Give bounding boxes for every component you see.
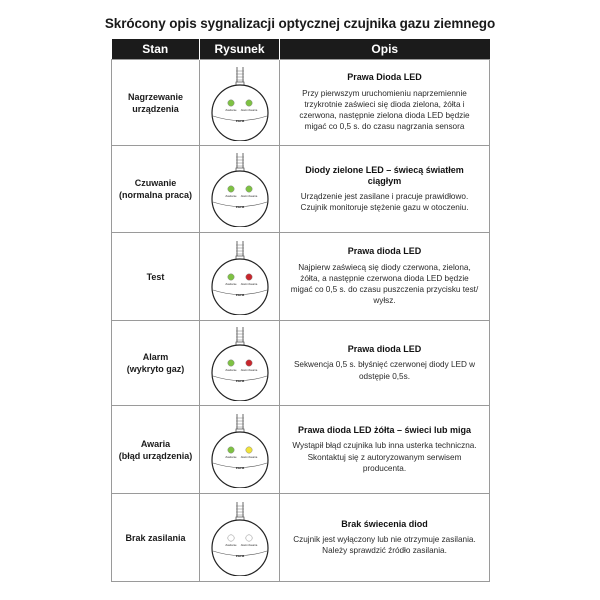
table-row <box>112 406 490 494</box>
sensor-body <box>212 171 268 227</box>
cell-rysunek <box>200 406 280 494</box>
cell-stan <box>112 321 200 406</box>
led-right-label: Alarm/Awaria <box>240 542 257 547</box>
sensor-body <box>212 259 268 315</box>
opis-body: Sekwencja 0,5 s. błyśnięć czerwonej diody LED w odstępie 0,5s. <box>293 360 476 381</box>
cell-opis <box>280 146 490 233</box>
cable <box>236 502 244 518</box>
led-left-label: Zasilanie <box>224 454 237 459</box>
table-row <box>112 146 490 233</box>
cell-opis <box>280 406 490 494</box>
sensor-body <box>212 520 268 576</box>
cell-opis <box>280 233 490 321</box>
sensor-drawing <box>209 500 271 576</box>
cell-stan <box>112 494 200 582</box>
header-stan: Stan <box>112 39 200 60</box>
table-row <box>112 494 490 582</box>
stan-label: (błąd urządzenia) <box>118 450 193 461</box>
led-right <box>245 273 251 279</box>
sensor-drawing <box>209 239 271 315</box>
led-left-label: Zasilanie <box>224 281 237 286</box>
table-header-row <box>112 39 490 60</box>
cable <box>236 241 244 257</box>
stan-label: Nagrzewanie <box>127 91 184 102</box>
sensor-body <box>212 432 268 488</box>
led-right <box>245 534 251 540</box>
sensor-drawing <box>209 412 271 488</box>
stan-label: Alarm <box>142 352 169 362</box>
brand-logo: eura <box>235 378 244 383</box>
cell-rysunek <box>200 494 280 582</box>
opis-body: Przy pierwszym uruchomieniu naprzemiennie trzykrotnie zaświeci się dioda zielona, żółta i czerwona, następnie zielona dioda LED będzie migać co 0,5 s. do czasu nagrzania sensora <box>299 88 470 132</box>
stan-label: Test <box>146 271 165 282</box>
led-right-label: Alarm/Awaria <box>240 454 257 459</box>
cable <box>236 67 244 83</box>
page-title: Skrócony opis sygnalizacji optycznej czujnika gazu ziemnego <box>104 16 496 31</box>
header-opis: Opis <box>280 39 490 60</box>
opis-heading: Prawa dioda LED <box>347 246 422 257</box>
led-left <box>227 99 233 105</box>
stan-label: urządzenia <box>132 103 179 114</box>
signal-table <box>111 39 490 582</box>
table-row <box>112 233 490 321</box>
led-left-label: Zasilanie <box>224 368 237 372</box>
led-left <box>227 186 233 192</box>
cable <box>236 414 244 430</box>
led-right-label: Alarm/Awaria <box>240 368 257 372</box>
led-right <box>245 186 251 192</box>
table-row <box>112 321 490 406</box>
opis-body: Najpierw zaświecą się diody czerwona, zielona, żółta, a następnie czerwona dioda LED będzie migać co 0,5 s. do czasu puszczenia przycisku test/ wyłsz. <box>290 262 479 306</box>
brand-logo: eura <box>235 552 244 558</box>
brand-logo: eura <box>235 464 244 470</box>
led-right-label: Alarm/Awaria <box>240 194 257 198</box>
sensor-drawing <box>209 65 271 141</box>
cell-opis <box>280 321 490 406</box>
brand-logo: eura <box>235 204 244 209</box>
cell-opis <box>280 60 490 146</box>
stan-label: (wykryto gaz) <box>126 364 185 374</box>
opis-body: Czujnik jest wyłączony lub nie otrzymuje zasilania. Należy sprawdzić źródło zasilania. <box>293 534 476 556</box>
cable <box>236 153 244 169</box>
led-right-label: Alarm/Awaria <box>240 107 257 112</box>
table-row <box>112 60 490 146</box>
led-left <box>227 360 233 366</box>
cell-opis <box>280 494 490 582</box>
sensor-body <box>212 85 268 141</box>
opis-heading: Prawa dioda LED żółta – świeci lub miga <box>297 425 472 436</box>
header-rysunek: Rysunek <box>200 39 280 60</box>
opis-heading: Diody zielone LED – świecą światłem ciągłym <box>305 164 464 186</box>
cable <box>236 327 244 343</box>
stan-label: Awaria <box>140 438 171 449</box>
led-left <box>227 273 233 279</box>
led-left-label: Zasilanie <box>224 542 237 547</box>
led-right <box>245 99 251 105</box>
stan-label: (normalna praca) <box>118 190 193 200</box>
stan-label: Czuwanie <box>134 178 177 188</box>
cell-rysunek <box>200 321 280 406</box>
led-right <box>245 360 251 366</box>
opis-heading: Brak świecenia diod <box>341 518 428 529</box>
opis-heading: Prawa Dioda LED <box>347 72 422 83</box>
led-right <box>245 446 251 452</box>
opis-body: Urządzenie jest zasilane i pracuje prawidłowo. Czujnik monitoruje stężenie gazu w otoczeniu. <box>300 192 469 213</box>
cell-stan <box>112 233 200 321</box>
led-left <box>227 446 233 452</box>
stan-label: Brak zasilania <box>125 532 186 543</box>
led-left-label: Zasilanie <box>224 194 237 198</box>
cell-stan <box>112 60 200 146</box>
led-right-label: Alarm/Awaria <box>240 281 257 286</box>
cell-stan <box>112 406 200 494</box>
brand-logo: eura <box>235 117 244 123</box>
sensor-body <box>212 345 268 401</box>
brand-logo: eura <box>235 291 244 297</box>
sensor-drawing <box>209 325 271 401</box>
cell-rysunek <box>200 233 280 321</box>
sensor-drawing <box>209 151 271 227</box>
opis-body: Wystąpił błąd czujnika lub inna usterka techniczna. Skontaktuj się z autoryzowanym serwisem producenta. <box>292 441 477 473</box>
cell-rysunek <box>200 146 280 233</box>
led-left-label: Zasilanie <box>224 107 237 112</box>
cell-stan <box>112 146 200 233</box>
cell-rysunek <box>200 60 280 146</box>
led-left <box>227 534 233 540</box>
opis-heading: Prawa dioda LED <box>347 344 422 355</box>
